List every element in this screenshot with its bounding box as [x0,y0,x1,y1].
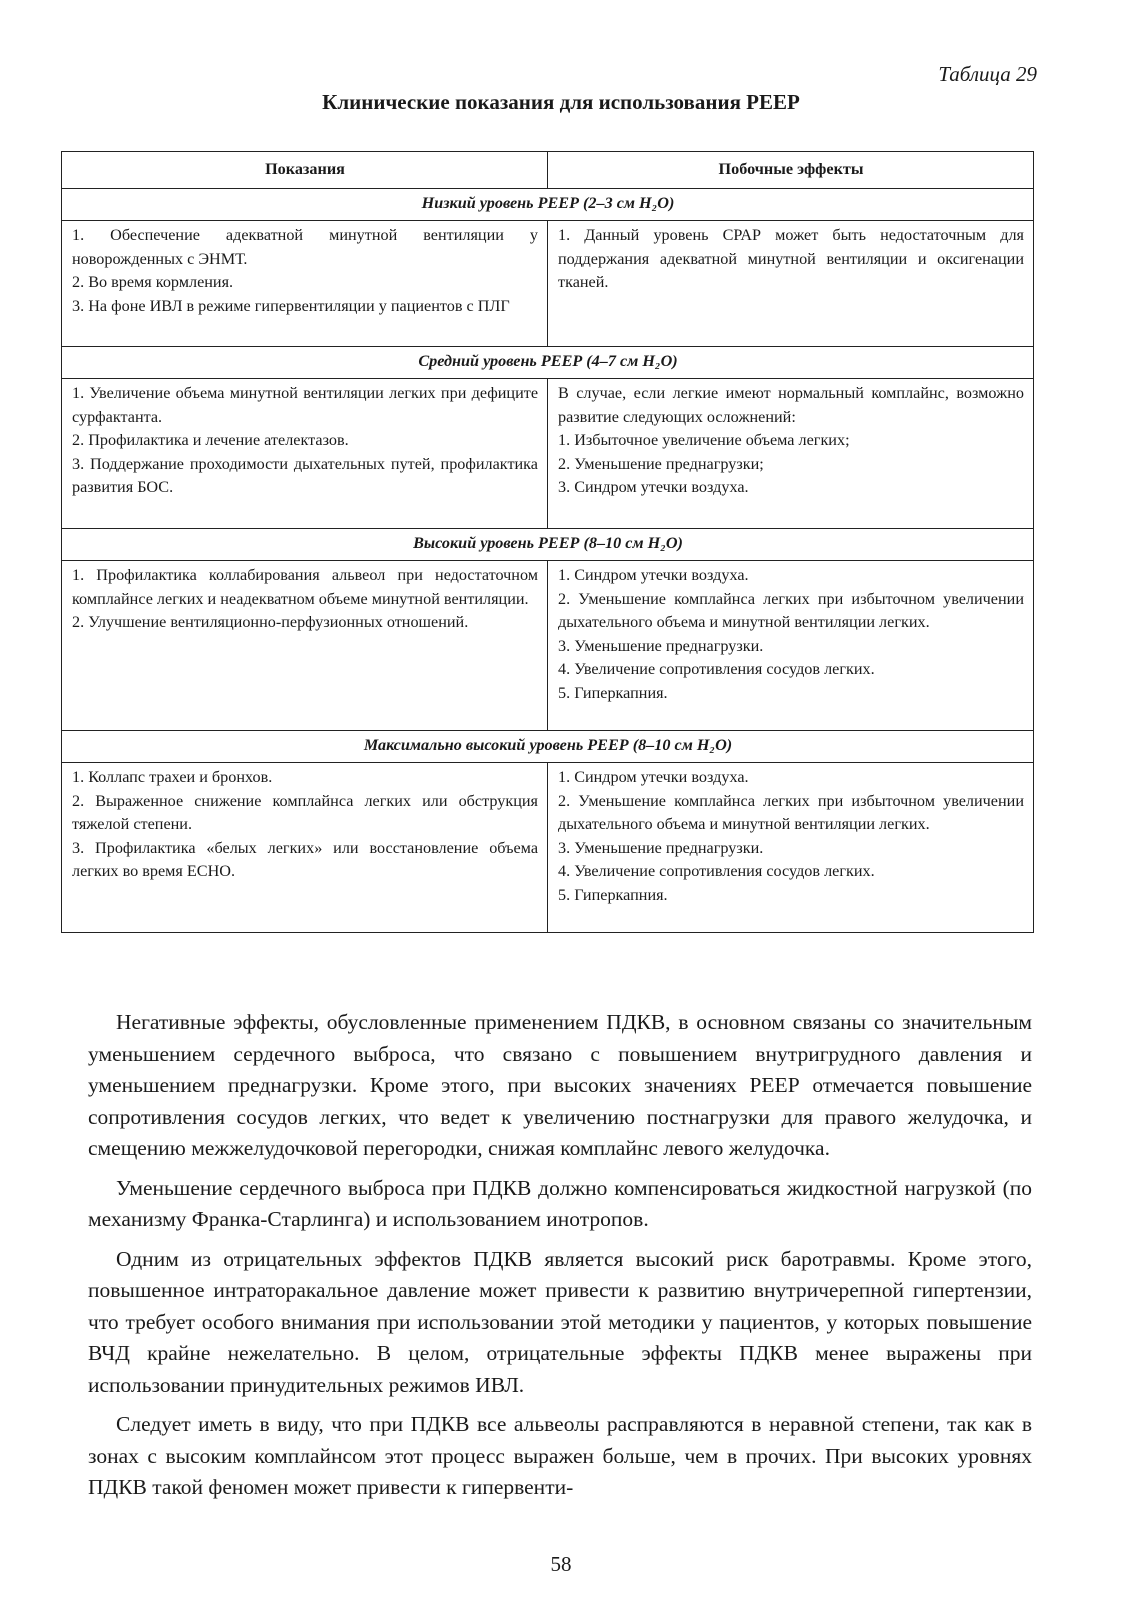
section-header-row [62,731,1034,763]
side-effect-item: 5. Гиперкапния. [558,885,668,904]
side-effect-item: 4. Увеличение сопротивления сосудов легких. [558,660,875,678]
indication-item: 3. Поддержание проходимости дыхательных путей, профилактика развития БОС. [72,454,538,496]
side-effect-item: 2. Уменьшение преднагрузки; [558,454,764,473]
indication-item: 3. Профилактика «белых легких» или восстановление объема легких во время ЕСНО. [72,838,538,880]
indication-item: 2. Улучшение вентиляционно-перфузионных отношений. [72,613,469,631]
table-body [62,189,1034,933]
section-header-row [62,189,1034,221]
body-paragraph: Следует иметь в виду, что при ПДКВ все альвеолы расправляются в неравной степени, так как в зонах с высоким комплайнсом этот процесс выражен больше, чем в прочих. При высоких уровнях ПДКВ такой феномен может привести к гипервенти- [88,1412,1032,1499]
peep-indications-table [61,151,1034,933]
indication-item: 2. Выраженное снижение комплайнса легких или обструкция тяжелой степени. [72,791,538,833]
table-title: Клинические показания для использования РЕЕР [322,90,800,114]
side-effect-item: В случае, если легкие имеют нормальный комплайнс, возможно развитие следующих осложнений: [558,384,1024,426]
indication-item: 1. Коллапс трахеи и бронхов. [72,768,273,786]
indication-item: 2. Профилактика и лечение ателектазов. [72,431,349,449]
side-effect-item: 1. Избыточное увеличение объема легких; [558,431,850,449]
table-number: Таблица 29 [938,62,1037,86]
side-effect-item: 1. Данный уровень СРАР может быть недостаточным для поддержания адекватной минутной вентиляции и оксигенации тканей. [558,226,1024,291]
indication-item: 1. Профилактика коллабирования альвеол при недостаточном комплайнсе легких и неадекватном объеме минутной вентиляции. [72,566,538,608]
side-effect-item: 2. Уменьшение комплайнса легких при избыточном увеличении дыхательного объема и минутной вентиляции легких. [558,589,1024,631]
section-title: Средний уровень РЕЕР (4–7 см Н₂O) [62,347,1034,379]
section-header-row [62,347,1034,379]
indications-cell [62,561,548,731]
side-effect-item: 5. Гиперкапния. [558,683,668,702]
indications-cell [62,379,548,529]
body-paragraph: Одним из отрицательных эффектов ПДКВ является высокий риск баротравмы. Кроме этого, повышенное интраторакальное давление может привести к развитию внутричерепной гипертензии, что требует особого внимания при использовании этой методики у пациентов, у которых повышение ВЧД крайне нежелательно. В целом, отрицательные эффекты ПДКВ менее выражены при использовании принудительных режимов ИВЛ. [88,1246,1032,1397]
side-effect-item: 3. Уменьшение преднагрузки. [558,838,764,857]
indication-item: 2. Во время кормления. [72,273,234,291]
section-content-row [62,561,1034,731]
section-content-row [62,763,1034,933]
table-header-row [62,152,1034,189]
column-header-indications: Показания [62,152,548,189]
indication-item: 3. На фоне ИВЛ в режиме гипервентиляции у пациентов с ПЛГ [72,296,510,315]
side-effect-item: 3. Уменьшение преднагрузки. [558,636,764,655]
indication-item: 1. Обеспечение адекватной минутной вентиляции у новорожденных с ЭНМТ. [72,226,538,268]
side-effect-item: 3. Синдром утечки воздуха. [558,478,749,496]
body-text [88,1007,1032,1512]
body-paragraph: Уменьшение сердечного выброса при ПДКВ должно компенсироваться жидкостной нагрузкой (по механизму Франка-Старлинга) и использованием инотропов. [88,1175,1032,1231]
side-effect-item: 4. Увеличение сопротивления сосудов легких. [558,862,875,880]
side-effect-item: 1. Синдром утечки воздуха. [558,566,749,584]
side-effects-cell [548,763,1034,933]
side-effect-item: 1. Синдром утечки воздуха. [558,768,749,786]
page-number: 58 [550,1552,572,1576]
side-effect-item: 2. Уменьшение комплайнса легких при избыточном увеличении дыхательного объема и минутной вентиляции легких. [558,791,1024,833]
side-effects-cell [548,379,1034,529]
section-header-row [62,529,1034,561]
body-paragraph: Негативные эффекты, обусловленные применением ПДКВ, в основном связаны со значительным уменьшением сердечного выброса, что связано с повышением внутригрудного давления и уменьшением преднагрузки. Кроме этого, при высоких значениях РЕЕР отмечается повышение сопротивления сосудов легких, что ведет к увеличению постнагрузки для правого желудочка, и смещению межжелудочковой перегородки, снижая комплайнс левого желудочка. [88,1010,1032,1160]
indications-cell [62,763,548,933]
section-content-row [62,221,1034,347]
section-title: Максимально высокий уровень РЕЕР (8–10 см Н₂O) [62,731,1034,763]
side-effects-cell [548,561,1034,731]
side-effects-cell [548,221,1034,347]
section-title: Низкий уровень РЕЕР (2–3 см Н₂O) [62,189,1034,221]
section-title: Высокий уровень РЕЕР (8–10 см Н₂O) [62,529,1034,561]
section-content-row [62,379,1034,529]
indications-cell [62,221,548,347]
indication-item: 1. Увеличение объема минутной вентиляции легких при дефиците сурфактанта. [72,384,538,426]
column-header-side-effects: Побочные эффекты [548,152,1034,189]
